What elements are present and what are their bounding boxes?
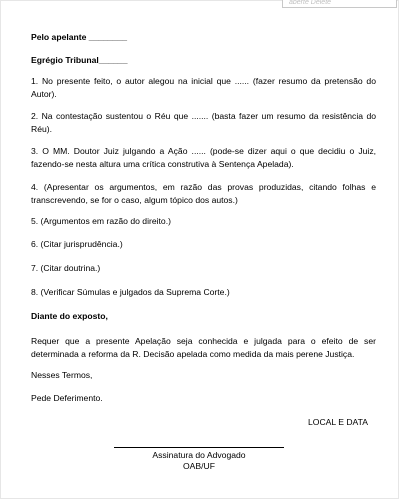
requer-paragraph: Requer que a presente Apelação seja conhecida e julgada para o efeito de ser determinada a reforma da R. Decisão apelada como medida da mais perene Justiça. — [31, 336, 376, 359]
local-data: LOCAL E DATA — [307, 417, 368, 427]
paragraph-2: 2. Na contestação sustentou o Réu que ....... (basta fazer um resumo da resistência do Réu). — [31, 111, 376, 134]
paragraph-3: 3. O MM. Doutor Juiz julgando a Ação ...... (pode-se dizer aqui o que decidiu o Juiz, fazendo-se nesta altura uma crítica construtiva à Sentença Apelada). — [31, 146, 376, 169]
assinatura-label: Assinatura do Advogado — [152, 450, 246, 460]
signature-line — [114, 447, 284, 448]
paragraph-7: 7. (Citar doutrina.) — [31, 263, 101, 273]
toolbar-fragment[interactable]: aberte Delete — [282, 0, 397, 8]
nesses-termos: Nesses Termos, — [31, 370, 93, 380]
paragraph-1: 1. No presente feito, o autor alegou na inicial que ...... (fazer resumo da pretensão do Autor). — [31, 76, 376, 99]
oab-label: OAB/UF — [183, 461, 215, 471]
diante-heading: Diante do exposto, — [31, 311, 108, 321]
tribunal-line: Egrégio Tribunal______ — [31, 55, 128, 65]
paragraph-5: 5. (Argumentos em razão do direito.) — [31, 216, 171, 226]
pede-deferimento: Pede Deferimento. — [31, 393, 103, 403]
paragraph-8: 8. (Verificar Súmulas e julgados da Suprema Corte.) — [31, 287, 230, 297]
paragraph-4: 4. (Apresentar os argumentos, em razão das provas produzidas, citando folhas e transcrevendo, se for o caso, algum tópico dos autos.) — [31, 182, 376, 205]
paragraph-6: 6. (Citar jurisprudência.) — [31, 239, 123, 249]
apelante-line: Pelo apelante ________ — [31, 32, 128, 42]
